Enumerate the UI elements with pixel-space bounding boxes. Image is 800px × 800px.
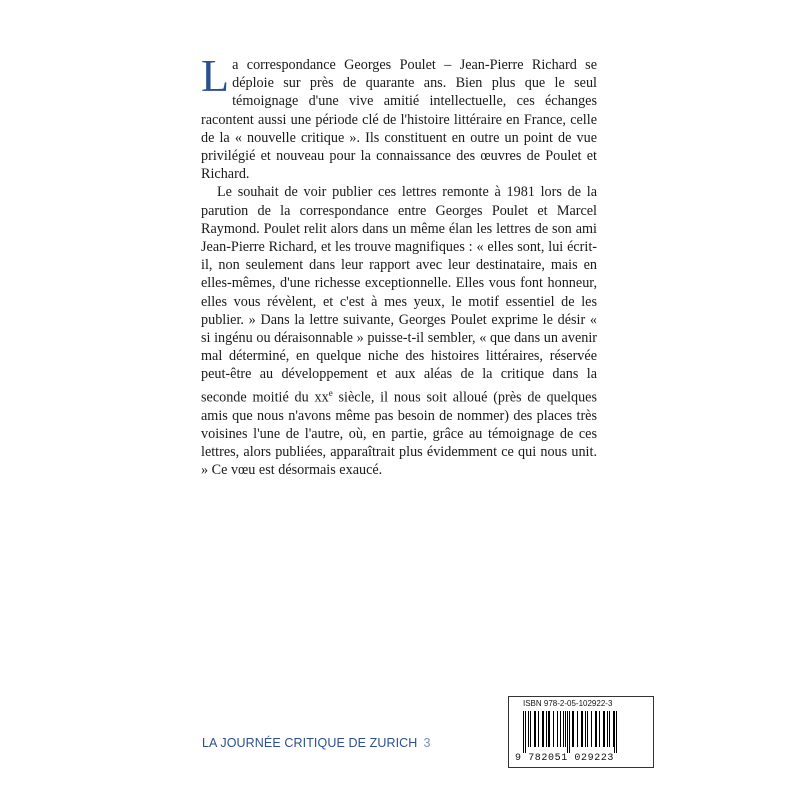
isbn-label: ISBN 978-2-05-102922-3 [523, 699, 613, 708]
paragraph-2-text-end: siècle, il nous soit alloué (près de quelques amis que nous n'avons même pas besoin de nommer) des places très voisines l'une de l'autre, où, en partie, grâce au témoignage de ces lettres, alors publiées, apparaîtrait plus évidemment ce qui nous unit. » Ce vœu est désormais exaucé. [201, 389, 597, 479]
series-number: 3 [423, 736, 431, 750]
blurb-paragraph-1 [201, 50, 597, 183]
series-name: LA JOURNÉE CRITIQUE DE ZURICH [202, 736, 418, 750]
blurb-paragraph-2 [201, 183, 597, 479]
series-title [202, 736, 431, 750]
blurb-text [201, 50, 597, 479]
drop-cap: L [201, 50, 230, 101]
paragraph-2-text-start: Le souhait de voir publier ces lettres remonte à 1981 lors de la parution de la correspondance entre Georges Poulet et Marcel Raymond. Poulet relit alors dans un même élan les lettres de son ami Jean-Pierre Richard, et les trouve magnifiques : « elles sont, lui écrit-il, non seulement dans leur rapport avec leur destinataire, mais en elles-mêmes, d'une richesse exceptionnelle. Elles vous font honneur, elles vous révèlent, et c'est à mes yeux, le motif essentiel de les publier. » Dans la lettre suivante, Georges Poulet exprime le désir « si ingénu ou déraisonnable » puisse-t-il sembler, « que dans un avenir mal déterminé, en quelque niche des histoires littéraires, réservée peut-être au développement et aux aléas de la critique dans la seconde moitié du xx [201, 184, 597, 406]
ean-digits: 9 782051 029223 [515, 753, 615, 764]
century-superscript: e [328, 387, 333, 398]
barcode-icon [523, 711, 641, 753]
paragraph-1-text: a correspondance Georges Poulet – Jean-Pierre Richard se déploie sur près de quarante ans. Bien plus que le seul témoignage d'une vive amitié intellectuelle, ces échanges racontent aussi une période clé de l'histoire littéraire en France, celle de la « nouvelle critique ». Ils constituent en outre un point de vue privilégié et nouveau pour la connaissance des œuvres de Poulet et Richard. [201, 57, 597, 183]
